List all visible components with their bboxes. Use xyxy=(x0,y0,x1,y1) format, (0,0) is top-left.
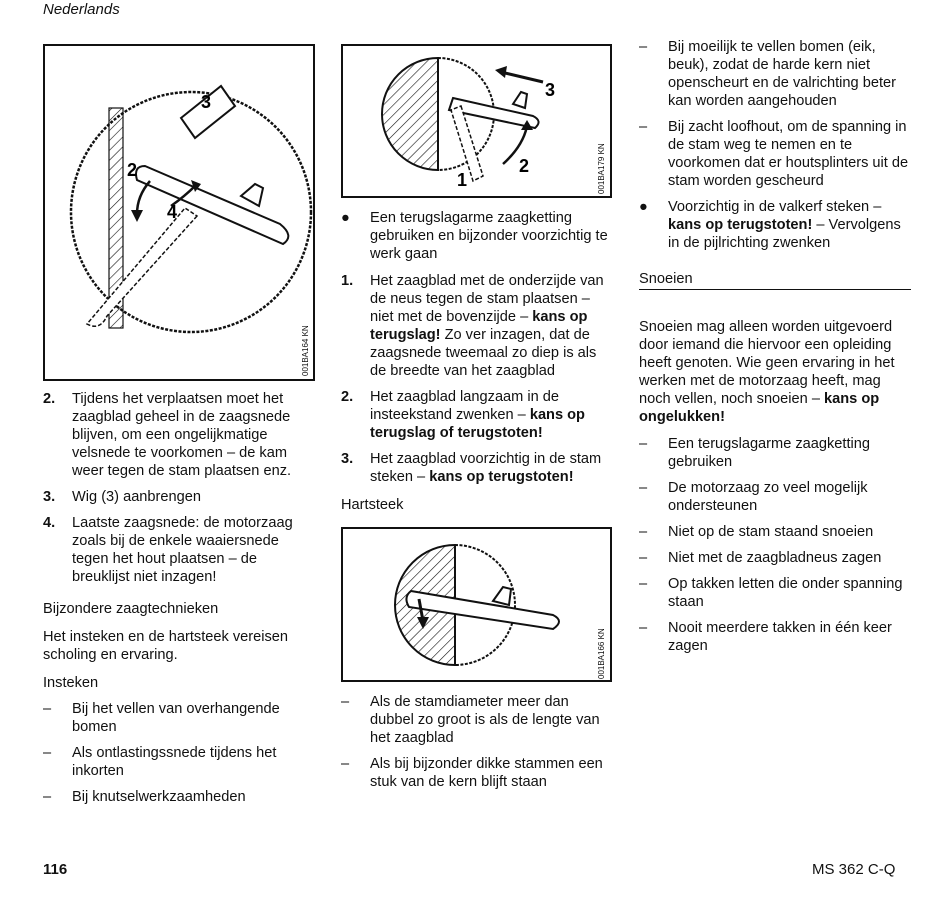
figure-code: 001BA179 KN xyxy=(597,143,606,194)
list-item xyxy=(341,450,613,486)
list-text: Niet op de stam staand snoeien xyxy=(668,524,874,540)
list-text: De motorzaag zo veel mogelijk ondersteunen xyxy=(668,480,868,514)
list-text: Het zaagblad langzaam in de insteekstand zwenken – xyxy=(370,389,560,423)
fig2-label-2: 2 xyxy=(519,156,530,176)
figure-code: 001BA166 KN xyxy=(597,628,606,679)
warning-text: kans op terugstoten! xyxy=(668,217,813,233)
bullet-item xyxy=(639,198,911,252)
warning-text: kans op terugslag! xyxy=(370,309,588,343)
list-item xyxy=(43,390,313,480)
chainsaw-bar-lower xyxy=(87,208,197,326)
chainsaw-bar-upper xyxy=(136,166,288,244)
dash-item: – Bij knutselwerkzaamheden xyxy=(43,789,246,805)
dash-item: – Een terugslagarme zaagketting gebruiken xyxy=(639,436,871,470)
warning-text: kans op terugstoten! xyxy=(429,469,574,485)
list-marker: 2. xyxy=(43,391,56,407)
list-item xyxy=(43,514,313,586)
figure-plunge-cut xyxy=(341,44,612,198)
list-text: Nooit meerdere takken in één keer zagen xyxy=(668,620,892,654)
list-text: Een terugslagarme zaagketting gebruiken xyxy=(668,436,871,470)
column-2-lower xyxy=(341,693,613,799)
bullet-icon: ● xyxy=(639,199,648,215)
list-item xyxy=(341,272,613,380)
fig1-label-2: 2 xyxy=(127,160,138,180)
paragraph-text: Snoeien mag alleen worden uitgevoerd door iemand die hiervoor een opleiding heeft genoten. Wie geen ervaring in het werken met de motorzaag heeft, mag noch vellen, noch snoeien – xyxy=(639,319,895,407)
figure-code: 001BA164 KN xyxy=(301,325,310,376)
column-3 xyxy=(639,38,911,663)
section-heading: Insteken xyxy=(43,675,99,691)
dash-item: – Als ontlastingssnede tijdens het inkorten xyxy=(43,745,277,779)
figure-bore-cut-felling xyxy=(43,44,315,381)
fig2-label-1: 1 xyxy=(457,170,468,190)
dash-item: – De motorzaag zo veel mogelijk ondersteunen xyxy=(639,480,868,514)
model-name: MS 362 C-Q xyxy=(812,861,896,878)
list-text: Voorzichtig in de valkerf steken – xyxy=(668,199,882,215)
list-marker: 1. xyxy=(341,273,354,289)
list-marker: 3. xyxy=(341,451,354,467)
list-text: Op takken letten die onder spanning staan xyxy=(668,576,903,610)
list-marker: 2. xyxy=(341,389,354,405)
list-text: Een terugslagarme zaagketting gebruiken en bijzonder voorzichtig te werk gaan xyxy=(370,210,608,262)
list-marker: 3. xyxy=(43,489,56,505)
list-text: Het zaagblad voorzichtig in de stam steken – xyxy=(370,451,602,485)
dash-item: – Nooit meerdere takken in één keer zagen xyxy=(639,620,892,654)
dash-item: – Niet op de stam staand snoeien xyxy=(639,524,874,540)
column-2 xyxy=(341,209,613,522)
dash-item: – Op takken letten die onder spanning staan xyxy=(639,576,903,610)
dash-item: – Bij zacht loofhout, om de spanning in de stam weg te nemen en te voorkomen dat er houtsplinters uit de stam worden gescheurd xyxy=(639,119,909,189)
section-heading: Bijzondere zaagtechnieken xyxy=(43,601,219,617)
list-text: Als ontlastingssnede tijdens het inkorten xyxy=(72,745,277,779)
warning-text: kans op terugslag of terugstoten! xyxy=(370,407,585,441)
list-marker: 4. xyxy=(43,515,56,531)
fig1-label-3: 3 xyxy=(201,92,212,112)
dash-item: – Bij moeilijk te vellen bomen (eik, beuk), zodat de harde kern niet openscheurt en de valrichting beter kan worden aangehouden xyxy=(639,39,896,109)
fig1-label-4: 4 xyxy=(167,202,178,222)
dash-item: – Niet met de zaagbladneus zagen xyxy=(639,550,882,566)
dash-item: – Als bij bijzonder dikke stammen een stuk van de kern blijft staan xyxy=(341,756,603,790)
list-item xyxy=(43,488,313,506)
bullet-icon: ● xyxy=(341,210,350,226)
paragraph: Het insteken en de hartsteek vereisen scholing en ervaring. xyxy=(43,629,288,663)
page-number: 116 xyxy=(43,861,68,878)
paragraph xyxy=(639,318,911,426)
list-text: Als de stamdiameter meer dan dubbel zo groot is als de lengte van het zaagblad xyxy=(370,694,600,746)
list-text: Zo ver inzagen, dat de zaagsnede tweemaal zo diep is als de breedte van het zaagblad xyxy=(370,327,597,379)
list-text: Laatste zaagsnede: de motorzaag zoals bij de enkele waaiersnede tegen het hout plaatsen – de breuklijst niet inzagen! xyxy=(72,515,293,585)
bullet-item xyxy=(341,209,613,263)
list-text: Tijdens het verplaatsen moet het zaagblad geheel in de zaagsnede blijven, om een ongelijkmatige velsnede te voorkomen – de kam weer tegen de stam plaatsen enz. xyxy=(72,391,292,479)
figure-heart-cut xyxy=(341,527,612,682)
list-text: – Vervolgens in de pijlrichting zwenken xyxy=(668,217,901,251)
column-1 xyxy=(43,390,313,814)
list-text: Als bij bijzonder dikke stammen een stuk van de kern blijft staan xyxy=(370,756,603,790)
list-text: Bij het vellen van overhangende bomen xyxy=(72,701,280,735)
list-text: Wig (3) aanbrengen xyxy=(72,489,201,505)
warning-text: kans op ongelukken! xyxy=(639,391,880,425)
dash-item: – Bij het vellen van overhangende bomen xyxy=(43,701,280,735)
list-text: Niet met de zaagbladneus zagen xyxy=(668,550,882,566)
page-header-language: Nederlands xyxy=(43,1,120,18)
section-heading: Hartsteek xyxy=(341,497,404,513)
trunk-half-hatched xyxy=(382,58,438,170)
dash-item: – Als de stamdiameter meer dan dubbel zo groot is als de lengte van het zaagblad xyxy=(341,694,600,746)
swing-arrow xyxy=(137,181,150,214)
list-text: Bij knutselwerkzaamheden xyxy=(72,789,246,805)
fig2-label-3: 3 xyxy=(545,80,556,100)
list-text: Het zaagblad met de onderzijde van de neus tegen de stam plaatsen – niet met de bovenzijde – xyxy=(370,273,604,325)
section-heading: Snoeien xyxy=(639,270,911,290)
list-item xyxy=(341,388,613,442)
list-text: Bij moeilijk te vellen bomen (eik, beuk), zodat de harde kern niet openscheurt en de valrichting beter kan worden aangehouden xyxy=(668,39,896,109)
list-text: Bij zacht loofhout, om de spanning in de stam weg te nemen en te voorkomen dat er houtsplinters uit de stam worden gescheurd xyxy=(668,119,909,189)
